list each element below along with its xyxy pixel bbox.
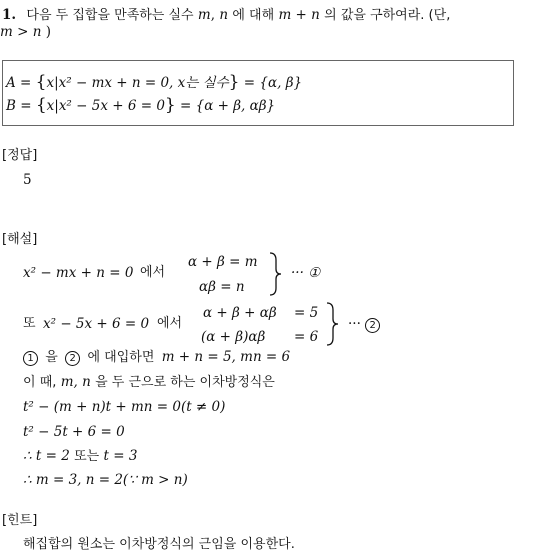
answer-value: 5 [23,172,32,188]
step1-equation: x² − mx + n = 0 [23,265,134,281]
step2-equation: x² − 5x + 6 = 0 [43,316,150,332]
step1-system-line2: αβ = n [199,279,245,295]
set-a-line: A = {x|x² − mx + n = 0, x는 실수} = {α, β} [6,72,303,92]
step2-tag: ··· 2 [348,316,380,333]
problem-var-m: m [197,7,211,23]
circled-1: 1 [23,351,38,366]
step4-line: 이 때, m, n 을 두 근으로 하는 이차방정식은 [23,374,275,390]
step2-system-line1-left: α + β + αβ [203,305,277,321]
problem-expr: m + n [278,7,320,23]
step2-prefix: 또 [23,316,36,331]
step3-line: 1 을 2 에 대입하면 m + n = 5, mn = 6 [23,349,290,366]
sets-box [2,60,514,126]
step2-system-line1-right: = 5 [294,305,319,321]
problem-statement: 1. 다음 두 집합을 만족하는 실수 m, n 에 대해 m + n 의 값을 구하여라. (단, [2,7,451,23]
step8-equation: ∴ m = 3, n = 2(∵ m > n) [23,472,188,488]
circled-2-tag: 2 [365,318,380,333]
hint-text: 해집합의 원소는 이차방정식의 근임을 이용한다. [23,537,295,552]
solution-header: [해설] [2,232,38,247]
step2-system-line2-left: (α + β)αβ [201,329,266,345]
step1-tag: ··· ① [291,265,321,281]
problem-text: 다음 두 집합을 만족하는 실수 [26,8,194,23]
step2-word: 에서 [157,316,183,331]
hint-header: [힌트] [2,513,38,528]
problem-condition: m > n ) [0,24,51,40]
step1-brace [268,252,282,296]
step1-word: 에서 [140,265,166,280]
step6-equation: t² − 5t + 6 = 0 [23,424,125,440]
problem-var-n: n [219,7,229,23]
circled-2: 2 [65,351,80,366]
step2-brace [325,302,339,346]
answer-header: [정답] [2,148,38,163]
problem-number: 1. [2,7,17,23]
step1-system-line1: α + β = m [188,254,258,270]
step5-equation: t² − (m + n)t + mn = 0(t ≠ 0) [23,399,226,415]
step7-line: ∴ t = 2 또는 t = 3 [23,448,138,464]
set-b-line: B = {x|x² − 5x + 6 = 0} = {α + β, αβ} [6,95,276,115]
step2-system-line2-right: = 6 [294,329,319,345]
